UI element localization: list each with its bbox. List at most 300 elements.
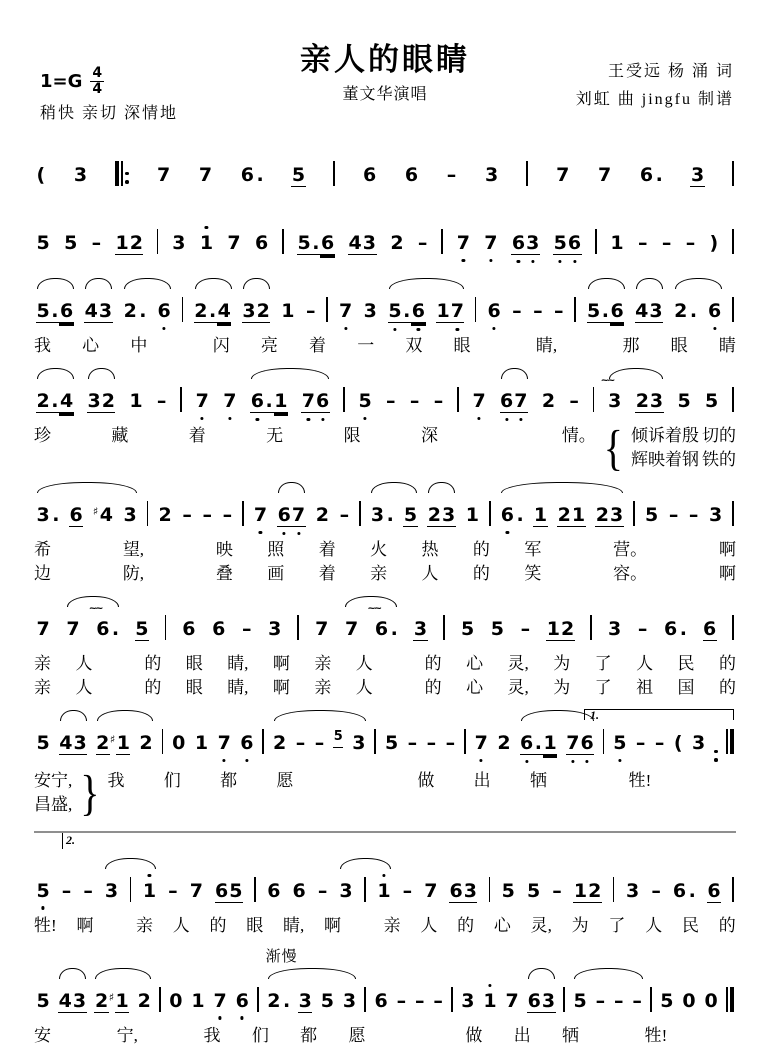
- note-digit: [560, 618, 574, 641]
- digit: 5: [613, 732, 627, 754]
- note: [511, 232, 539, 255]
- note-digit: [370, 504, 384, 526]
- note: [552, 880, 563, 902]
- lyrics-line: [34, 334, 736, 358]
- lyric-syllable: 民: [681, 915, 699, 935]
- note: [541, 390, 555, 412]
- lyric-spacer: [179, 334, 182, 358]
- note: [446, 164, 457, 186]
- digit: 3: [441, 504, 456, 526]
- digit: 1: [465, 504, 480, 526]
- dot-after: .: [283, 989, 291, 1012]
- note-digit: [267, 880, 281, 902]
- octave-dot-below: [393, 328, 396, 331]
- note-digit: [651, 880, 662, 902]
- note-digit: [333, 726, 343, 748]
- note-digit: [194, 300, 208, 323]
- octave-dot-below: [219, 1016, 222, 1019]
- lyric-syllable: 亲: [370, 564, 388, 583]
- lyric-row: [34, 538, 736, 562]
- note: [295, 732, 306, 754]
- lyric-syllable: 盛,: [51, 794, 73, 814]
- digit: 2: [129, 232, 143, 254]
- digit: 0: [704, 989, 718, 1012]
- note-digit: [490, 618, 504, 640]
- note-digit: [474, 732, 488, 754]
- note-digit: [109, 990, 130, 1013]
- note: [654, 732, 665, 754]
- note-digit: [135, 618, 149, 641]
- note: [608, 618, 622, 640]
- note: [301, 390, 329, 413]
- digit: 3: [73, 732, 87, 754]
- octave-dot-above: [488, 984, 491, 987]
- note-digit: [635, 300, 649, 323]
- digit: 2: [541, 390, 556, 412]
- note-digit: [198, 164, 212, 186]
- lyric-syllable: 亲: [135, 915, 153, 935]
- note: [123, 504, 137, 526]
- note: [500, 390, 528, 413]
- digit: 5: [384, 732, 399, 754]
- lyric-syllable: 着: [188, 426, 206, 445]
- digit: 1: [281, 300, 295, 322]
- lyric-syllable: 出: [473, 770, 491, 790]
- note-digit: [446, 164, 457, 186]
- note: [426, 732, 437, 754]
- digit: 7: [36, 618, 50, 640]
- note-digit: [661, 232, 672, 254]
- digit: –: [61, 879, 72, 902]
- note: [461, 990, 475, 1012]
- note-digit: [441, 504, 455, 527]
- digit: ): [709, 232, 719, 254]
- digit: 4: [58, 989, 72, 1012]
- note: [597, 164, 611, 186]
- lyric-syllable: 啊: [76, 915, 94, 935]
- barline: [130, 877, 132, 902]
- lyric-spacer: [733, 1024, 736, 1048]
- digit: 3: [98, 300, 113, 322]
- slur-arc: [195, 278, 232, 289]
- dot-after: .: [689, 300, 698, 322]
- digit: –: [426, 732, 437, 754]
- digit: 4: [99, 504, 113, 526]
- note-digit: [227, 232, 241, 254]
- digit: 5: [660, 989, 674, 1012]
- note: [227, 232, 241, 254]
- note-digit: [390, 232, 404, 254]
- barline: [333, 161, 335, 186]
- digit: 2: [123, 300, 137, 322]
- note: [610, 232, 624, 254]
- music-system: [34, 275, 736, 358]
- note-digit: [87, 390, 101, 413]
- lyric-syllable: 的: [472, 540, 490, 559]
- note-digit: [298, 990, 312, 1013]
- note: [557, 504, 585, 527]
- note-digit: [212, 618, 226, 640]
- digit: –: [668, 504, 679, 526]
- digit: .: [403, 300, 411, 322]
- note-digit: [514, 390, 528, 413]
- note: [595, 504, 623, 527]
- lyric-syllable: 军: [524, 540, 542, 559]
- note-digit: [703, 618, 717, 641]
- digit: 6: [374, 618, 389, 640]
- note-digit: [411, 300, 425, 323]
- note-digit: [240, 164, 254, 186]
- digit: 6: [250, 390, 264, 412]
- lyric-syllable: 着: [318, 540, 336, 559]
- octave-dot-above: [382, 874, 385, 877]
- digit: 4: [59, 390, 74, 412]
- note: [363, 300, 377, 322]
- digit: 6: [267, 879, 281, 902]
- octave-dot-below: [245, 759, 248, 762]
- note: [673, 732, 683, 754]
- lyric-syllable: 灵,: [507, 654, 529, 673]
- note: [484, 164, 498, 186]
- note: [505, 990, 519, 1012]
- note: [352, 732, 366, 754]
- digit: 3: [123, 504, 137, 526]
- note-digit: [137, 990, 151, 1012]
- lyric-syllable: 闪: [212, 336, 230, 355]
- note: [305, 300, 316, 322]
- digit: 5: [36, 732, 50, 754]
- lyric-spacer: [498, 424, 501, 448]
- digit: 6: [235, 989, 249, 1012]
- note: [414, 990, 425, 1012]
- digit: 1: [199, 232, 214, 254]
- note: [527, 990, 555, 1013]
- slur-arc: [243, 278, 270, 289]
- lyric-spacer: [682, 562, 685, 586]
- lyric-syllable: 我: [34, 336, 51, 355]
- digit: 3: [463, 879, 477, 902]
- digit: –: [314, 732, 325, 754]
- digit: 7: [597, 164, 612, 186]
- digit: 6: [404, 164, 419, 186]
- note-digit: [402, 880, 413, 902]
- note: [573, 880, 601, 903]
- note: [342, 990, 356, 1012]
- lyric-syllable: 那: [622, 336, 640, 355]
- note: [172, 732, 186, 754]
- note-digit: [553, 232, 567, 255]
- digit: 1: [573, 879, 588, 902]
- note: [403, 504, 417, 527]
- key-label: 1=G: [40, 70, 83, 92]
- note-digit: [426, 732, 437, 754]
- lyrics-line: [34, 914, 736, 938]
- digit: 1: [377, 879, 391, 902]
- note-digit: [235, 990, 249, 1012]
- lyrics-line: [34, 538, 736, 586]
- note: [344, 618, 358, 640]
- digit: 6: [240, 732, 254, 754]
- lyric-spacer: [431, 1024, 434, 1048]
- digit: 4: [217, 300, 231, 322]
- final-barline: [726, 729, 734, 754]
- digit: 6: [316, 390, 330, 412]
- digit: 6: [157, 300, 171, 322]
- lyric-syllable: 宁,: [116, 1025, 138, 1045]
- lyric-syllable: 祖: [636, 678, 654, 697]
- note-digit: [98, 300, 112, 323]
- lyric-syllable: 们: [251, 1025, 269, 1045]
- note-digit: [73, 732, 87, 755]
- lyric-syllable: 望,: [122, 540, 145, 559]
- digit: –: [433, 989, 443, 1012]
- octave-dot-below: [223, 759, 226, 762]
- octave-dot-below: [480, 759, 483, 762]
- digit: 7: [556, 164, 570, 186]
- note-digit: [705, 390, 719, 412]
- digit: 3: [608, 618, 622, 640]
- barline: [574, 297, 576, 322]
- barline: [732, 161, 734, 186]
- note-digit: [195, 390, 209, 412]
- note: [526, 880, 540, 902]
- slur-arc: [67, 596, 119, 607]
- note-digit: [61, 880, 72, 902]
- lyric-row: [107, 769, 736, 793]
- note: [215, 880, 243, 903]
- lyric-syllable: 睛: [718, 336, 736, 355]
- note: [613, 732, 627, 754]
- digit: 1: [533, 504, 548, 526]
- digit: 2: [194, 300, 208, 322]
- lyric-row: [34, 334, 736, 358]
- lyric-syllable: 的: [718, 654, 736, 673]
- note-digit: [436, 300, 450, 323]
- barline: [262, 729, 264, 754]
- note: [93, 504, 114, 526]
- digit: –: [386, 390, 396, 412]
- lyric-syllable: 灵,: [530, 915, 552, 935]
- lyrics-line: [34, 419, 736, 476]
- barline: [165, 615, 167, 640]
- note-digit: [36, 300, 50, 323]
- digit: 3: [370, 504, 385, 526]
- digit: 3: [73, 164, 88, 186]
- dot-after: .: [688, 879, 696, 902]
- digit: 7: [344, 618, 359, 640]
- barline: [282, 229, 284, 254]
- octave-dot-below: [573, 260, 576, 263]
- note-digit: [36, 390, 50, 413]
- digit: 7: [223, 390, 237, 412]
- lyric-syllable: 画: [267, 564, 285, 583]
- note-digit: [59, 390, 73, 413]
- digit: 3: [608, 390, 622, 412]
- note-digit: [649, 390, 663, 413]
- lyric-row: [631, 424, 736, 448]
- note: [370, 504, 393, 526]
- lyric-syllable: 了: [594, 678, 612, 697]
- digit: 2: [588, 879, 602, 902]
- digit: 3: [484, 164, 499, 186]
- lyric-syllable: 亮: [260, 336, 278, 355]
- digit: 6: [374, 989, 388, 1012]
- note-digit: [649, 300, 663, 323]
- note: [554, 300, 565, 322]
- lyrics-line: [34, 763, 736, 820]
- note-digit: [352, 732, 366, 754]
- lyric-syllable: 出: [513, 1025, 531, 1045]
- note-digit: [344, 618, 358, 640]
- note-digit: [608, 390, 622, 412]
- digit: 6: [277, 504, 291, 526]
- digit: 7: [195, 390, 209, 412]
- digit: 6: [59, 300, 74, 322]
- note: [36, 504, 59, 526]
- note-digit: [182, 618, 196, 640]
- meter-top: 4: [92, 65, 103, 81]
- lyric-syllable: 啊: [718, 540, 736, 559]
- slur-arc: [574, 968, 643, 979]
- note-digit: [566, 732, 580, 755]
- lyric-syllable: 铁: [702, 450, 719, 469]
- note-digit: [450, 300, 464, 323]
- digit: 6: [254, 232, 269, 254]
- note-digit: [402, 300, 411, 323]
- lyric-syllable: 的: [144, 678, 162, 697]
- note-digit: [191, 990, 205, 1012]
- bthick: [730, 987, 734, 1012]
- note: [36, 164, 46, 186]
- digit: 2: [674, 300, 688, 322]
- note: [123, 300, 146, 322]
- note-digit: [250, 390, 264, 413]
- note: [36, 300, 74, 323]
- digit: 3: [339, 879, 353, 902]
- note: [388, 300, 426, 323]
- barline: [464, 729, 466, 754]
- note: [661, 232, 672, 254]
- note-digit: [644, 504, 658, 526]
- note-digit: [554, 300, 565, 322]
- score: [34, 139, 736, 1048]
- digit: 3: [649, 300, 663, 322]
- lyric-verse-stack: [34, 652, 736, 700]
- dot-after: .: [679, 618, 687, 640]
- lyric-syllable: 容。: [613, 564, 648, 583]
- note-digit: [301, 390, 315, 413]
- digit: –: [638, 232, 648, 254]
- digit: 3: [541, 989, 556, 1012]
- note: [587, 300, 625, 323]
- note-digit: [692, 732, 706, 754]
- note: [566, 732, 594, 755]
- digit: 2: [560, 618, 575, 640]
- note-digit: [424, 880, 438, 902]
- note-digit: [552, 880, 563, 902]
- note-digit: [264, 390, 273, 413]
- octave-dot-below: [241, 1016, 244, 1019]
- digit: 5: [135, 618, 149, 640]
- note: [436, 300, 464, 323]
- dot-after: .: [139, 300, 147, 322]
- note-digit: [673, 732, 683, 754]
- lyric-syllable: 牲!: [628, 770, 652, 790]
- lyric-spacer: [691, 769, 694, 793]
- barline: [732, 501, 734, 526]
- lyric-syllable: 照: [267, 540, 285, 559]
- note: [115, 232, 143, 255]
- note-digit: [93, 504, 114, 526]
- notation-row: [34, 207, 736, 268]
- lyric-syllable: 亲: [383, 915, 401, 935]
- digit: 3: [526, 232, 540, 254]
- digit: 6: [580, 732, 594, 754]
- note: [433, 990, 444, 1012]
- note-digit: [567, 232, 581, 255]
- digit: 0: [169, 989, 183, 1012]
- octave-dot-below: [344, 327, 347, 330]
- lyric-syllable: 人: [420, 915, 438, 935]
- note: [66, 618, 80, 640]
- digit: 3: [363, 300, 377, 322]
- lyric-syllable: 着: [665, 426, 682, 445]
- slur-arc: [105, 858, 156, 869]
- note-digit: [315, 504, 329, 526]
- note: [384, 732, 398, 754]
- i: [125, 180, 129, 184]
- lyric-spacer: [576, 562, 579, 586]
- digit: 6: [96, 618, 110, 640]
- note-digit: [546, 618, 560, 641]
- note-digit: [96, 732, 110, 755]
- slur-arc: [340, 858, 391, 869]
- note: [417, 232, 428, 254]
- dot-after: .: [655, 164, 663, 186]
- note: [267, 990, 290, 1012]
- lyric-syllable: 我: [107, 770, 125, 790]
- lyric-row: [631, 448, 736, 472]
- lyric-syllable: 的: [424, 654, 442, 673]
- digit: –: [651, 879, 661, 902]
- octave-dot-below: [364, 417, 367, 420]
- digit: –: [433, 390, 444, 412]
- lyric-verse-stack: [631, 424, 736, 472]
- note: [73, 164, 87, 186]
- slur-arc: [97, 710, 153, 721]
- time-signature: [90, 66, 104, 96]
- lyric-syllable: 着: [665, 450, 682, 469]
- note-digit: [610, 300, 624, 323]
- lyric-syllable: 国: [677, 678, 695, 697]
- lyric-row: [34, 914, 736, 938]
- octave-dot-below: [297, 532, 300, 535]
- note-digit: [222, 504, 233, 526]
- sharp-icon: ♯: [108, 990, 115, 1004]
- bthick: [730, 729, 734, 754]
- lyric-syllable: 的: [472, 564, 490, 583]
- digit: –: [635, 732, 646, 754]
- lyric-verse-stack: [34, 538, 736, 586]
- digit: 2: [273, 732, 287, 754]
- note-digit: [690, 164, 704, 187]
- barline: [157, 229, 159, 254]
- note-digit: [677, 390, 691, 412]
- slur-arc: [278, 482, 305, 493]
- lyric-syllable: 为: [571, 915, 589, 935]
- note: [682, 990, 696, 1012]
- digit: –: [632, 989, 642, 1012]
